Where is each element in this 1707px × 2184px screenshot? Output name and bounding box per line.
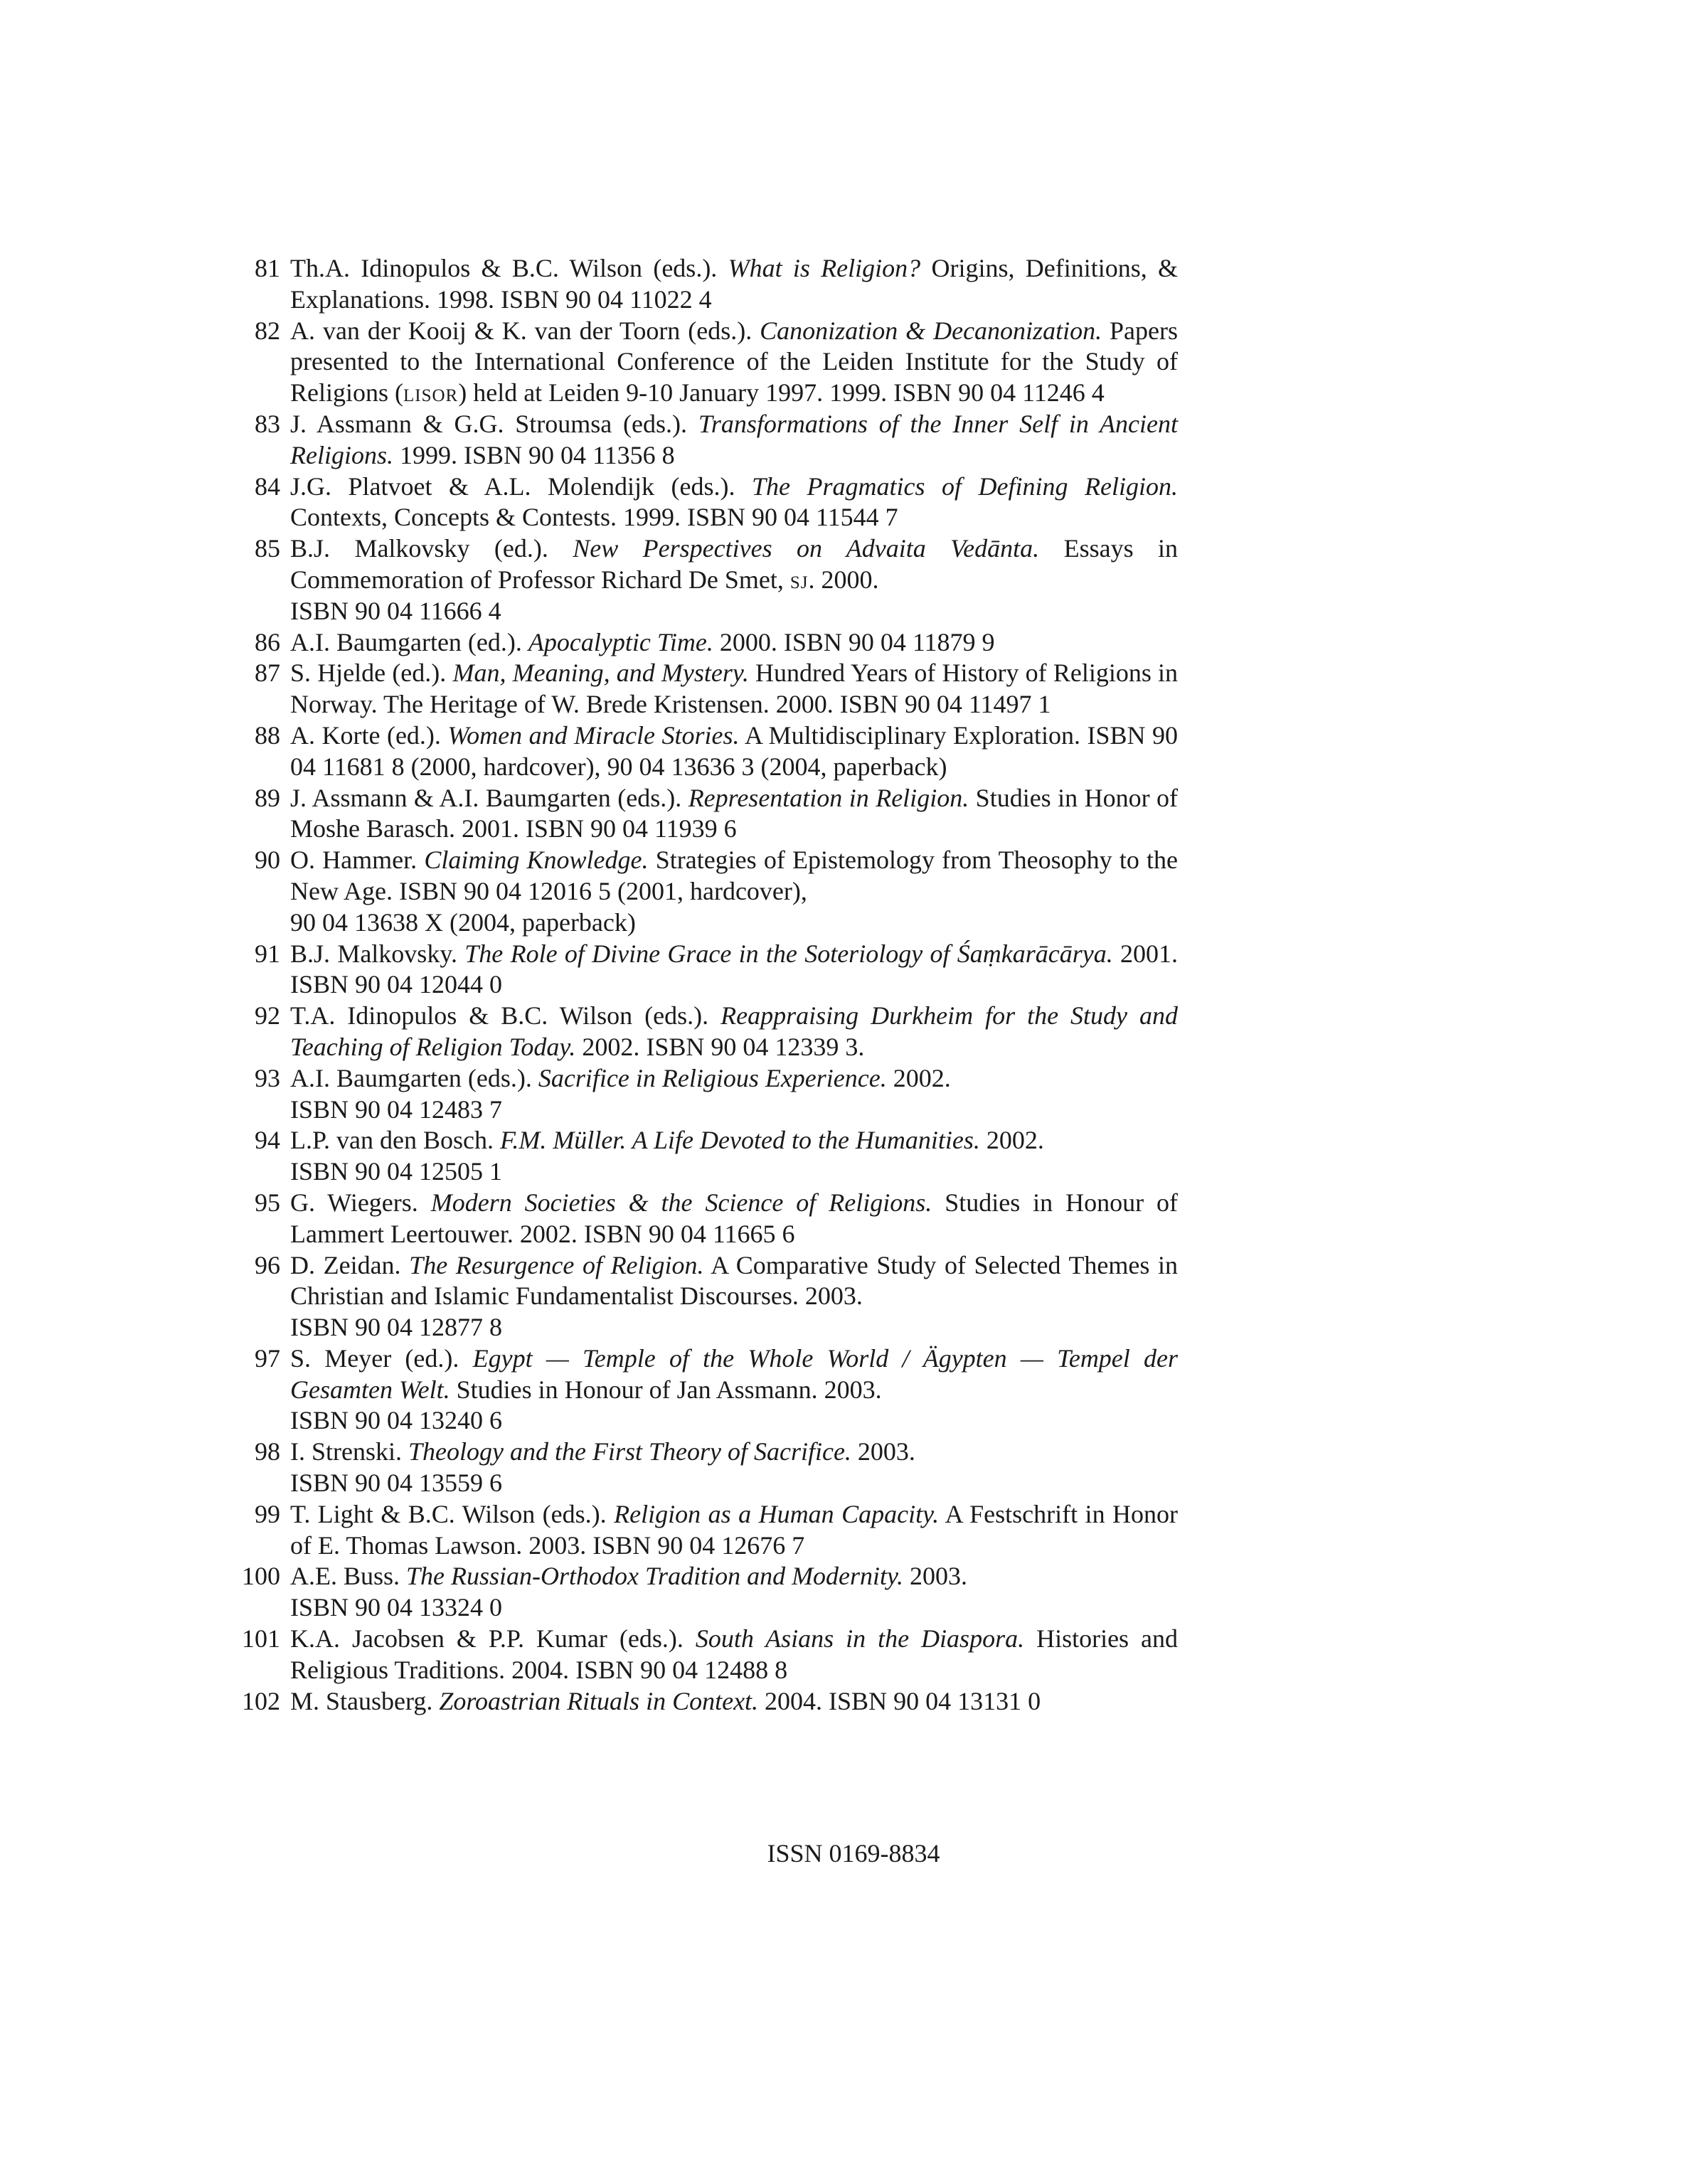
entry-number: 84 bbox=[255, 472, 280, 501]
entry-author: J. Assmann & A.I. Baumgarten (eds.). bbox=[290, 783, 682, 812]
entry-details: 2004. ISBN 90 04 13131 0 bbox=[765, 1686, 1041, 1715]
entry-title: Transformations of the Inner Self in Ancient Religions. bbox=[290, 409, 1179, 469]
entry-number: 102 bbox=[242, 1686, 280, 1715]
entry-details: 2003. bbox=[910, 1562, 968, 1591]
entry-author: J.G. Platvoet & A.L. Molendijk (eds.). bbox=[290, 472, 735, 501]
entry-title: The Role of Divine Grace in the Soteriology of Śaṃkarācārya. bbox=[464, 939, 1113, 968]
entry-title: F.M. Müller. A Life Devoted to the Humanities. bbox=[499, 1126, 980, 1155]
series-list bbox=[232, 253, 1178, 1717]
list-item bbox=[232, 533, 1178, 627]
entry-abbreviation: sj bbox=[789, 565, 809, 594]
list-item bbox=[232, 1125, 1178, 1188]
entry-title: What is Religion? bbox=[728, 254, 921, 282]
entry-title: The Russian-Orthodox Tradition and Modernity. bbox=[406, 1562, 904, 1591]
entry-number: 99 bbox=[255, 1499, 280, 1528]
entry-author: Th.A. Idinopulos & B.C. Wilson (eds.). bbox=[290, 254, 718, 282]
list-item bbox=[232, 1343, 1178, 1437]
entry-number: 89 bbox=[255, 783, 280, 812]
list-item bbox=[232, 1437, 1178, 1499]
entry-number: 88 bbox=[255, 720, 280, 750]
entry-isbn: 90 04 13638 X (2004, paperback) bbox=[290, 907, 636, 937]
entry-author: A.E. Buss. bbox=[290, 1562, 400, 1591]
entry-title: Apocalyptic Time. bbox=[528, 627, 713, 656]
entry-isbn: ISBN 90 04 13240 6 bbox=[290, 1406, 503, 1435]
entry-number: 94 bbox=[255, 1126, 280, 1155]
entry-details: Strategies of Epistemology from Theosophy to the New Age. ISBN 90 04 12016 5 (2001, hardcover), bbox=[290, 846, 1179, 905]
entry-abbreviation: lisor bbox=[403, 378, 459, 407]
entry-number: 97 bbox=[255, 1343, 280, 1373]
entry-number: 87 bbox=[255, 659, 280, 688]
list-item bbox=[232, 658, 1178, 720]
entry-title: Religion as a Human Capacity. bbox=[614, 1499, 940, 1528]
entry-author: B.J. Malkovsky (ed.). bbox=[290, 534, 548, 563]
entry-title: Claiming Knowledge. bbox=[424, 846, 649, 875]
entry-title: New Perspectives on Advaita Vedānta. bbox=[573, 534, 1040, 563]
entry-author: K.A. Jacobsen & P.P. Kumar (eds.). bbox=[290, 1624, 684, 1653]
entry-details: A Festschrift in Honor of E. Thomas Lawson. 2003. ISBN 90 04 12676 7 bbox=[290, 1499, 1179, 1560]
list-item bbox=[232, 1063, 1178, 1126]
list-item bbox=[232, 316, 1178, 409]
entry-author: M. Stausberg. bbox=[290, 1686, 433, 1715]
list-item bbox=[232, 1250, 1178, 1343]
entry-title: The Resurgence of Religion. bbox=[409, 1250, 704, 1279]
entry-number: 98 bbox=[255, 1437, 280, 1466]
entry-author: T. Light & B.C. Wilson (eds.). bbox=[290, 1499, 607, 1528]
entry-details-end: . 2000. bbox=[808, 565, 879, 594]
entry-details: 2001. ISBN 90 04 12044 0 bbox=[290, 939, 1179, 999]
entry-title: The Pragmatics of Defining Religion. bbox=[752, 472, 1178, 501]
entry-title: Sacrifice in Religious Experience. bbox=[538, 1063, 887, 1092]
entry-isbn: ISBN 90 04 12877 8 bbox=[290, 1313, 503, 1342]
list-item bbox=[232, 1686, 1178, 1717]
entry-isbn: ISBN 90 04 12483 7 bbox=[290, 1094, 503, 1124]
list-item bbox=[232, 409, 1178, 472]
entry-author: A.I. Baumgarten (eds.). bbox=[290, 1063, 532, 1092]
list-item bbox=[232, 1561, 1178, 1624]
entry-isbn: ISBN 90 04 13324 0 bbox=[290, 1593, 503, 1622]
entry-number: 100 bbox=[242, 1562, 280, 1591]
entry-number: 85 bbox=[255, 534, 280, 563]
entry-author: G. Wiegers. bbox=[290, 1188, 418, 1217]
entry-details: 2000. ISBN 90 04 11879 9 bbox=[719, 627, 995, 656]
entry-author: A. van der Kooij & K. van der Toorn (eds.). bbox=[290, 316, 753, 345]
entry-isbn: ISBN 90 04 11666 4 bbox=[290, 596, 501, 625]
entry-title: Representation in Religion. bbox=[688, 783, 969, 812]
entry-details: A Comparative Study of Selected Themes in Christian and Islamic Fundamentalist Discourses. 2003. bbox=[290, 1250, 1179, 1311]
list-item bbox=[232, 939, 1178, 1001]
entry-details-end: ) held at Leiden 9-10 January 1997. 1999. ISBN 90 04 11246 4 bbox=[458, 378, 1105, 407]
entry-details: Essays in Commemoration of Professor Richard De Smet, bbox=[290, 534, 1178, 594]
entry-details: 2002. ISBN 90 04 12339 3. bbox=[582, 1032, 865, 1061]
list-item bbox=[232, 253, 1178, 316]
entry-number: 90 bbox=[255, 846, 280, 875]
entry-details: Contexts, Concepts & Contests. 1999. ISBN 90 04 11544 7 bbox=[290, 503, 898, 532]
entry-title: Egypt — Temple of the Whole World / Ägypten — Tempel der Gesamten Welt. bbox=[290, 1343, 1179, 1404]
entry-number: 93 bbox=[255, 1063, 280, 1092]
entry-author: I. Strenski. bbox=[290, 1437, 402, 1466]
entry-details: 1999. ISBN 90 04 11356 8 bbox=[399, 440, 675, 469]
list-item bbox=[232, 1624, 1178, 1686]
list-item bbox=[232, 627, 1178, 659]
entry-isbn: ISBN 90 04 12505 1 bbox=[290, 1157, 503, 1186]
entry-number: 96 bbox=[255, 1250, 280, 1279]
entry-details: Papers presented to the International Conference of the Leiden Institute for the Study of Religions ( bbox=[290, 316, 1179, 407]
entry-title: Reappraising Durkheim for the Study and Teaching of Religion Today. bbox=[290, 1001, 1178, 1061]
entry-number: 83 bbox=[255, 409, 280, 438]
list-item bbox=[232, 472, 1178, 534]
entry-number: 101 bbox=[242, 1624, 280, 1653]
entry-details: Histories and Religious Traditions. 2004. ISBN 90 04 12488 8 bbox=[290, 1624, 1179, 1684]
entry-author: D. Zeidan. bbox=[290, 1250, 401, 1279]
entry-title: Zoroastrian Rituals in Context. bbox=[439, 1686, 759, 1715]
list-item bbox=[232, 720, 1178, 783]
entry-details: 2002. bbox=[893, 1063, 951, 1092]
entry-number: 95 bbox=[255, 1188, 280, 1217]
entry-title: Women and Miracle Stories. bbox=[447, 720, 740, 750]
entry-author: B.J. Malkovsky. bbox=[290, 939, 457, 968]
entry-number: 86 bbox=[255, 627, 280, 656]
entry-author: L.P. van den Bosch. bbox=[290, 1126, 494, 1155]
entry-title: Theology and the First Theory of Sacrifice. bbox=[408, 1437, 851, 1466]
entry-author: O. Hammer. bbox=[290, 846, 418, 875]
entry-isbn: ISBN 90 04 13559 6 bbox=[290, 1469, 503, 1498]
list-item bbox=[232, 1001, 1178, 1063]
entry-number: 91 bbox=[255, 939, 280, 968]
list-item bbox=[232, 845, 1178, 938]
entry-details: 2002. bbox=[986, 1126, 1044, 1155]
entry-number: 81 bbox=[255, 254, 280, 282]
entry-title: Man, Meaning, and Mystery. bbox=[452, 659, 749, 688]
entry-number: 82 bbox=[255, 316, 280, 345]
list-item bbox=[232, 783, 1178, 846]
entry-author: J. Assmann & G.G. Stroumsa (eds.). bbox=[290, 409, 688, 438]
entry-details: Hundred Years of History of Religions in Norway. The Heritage of W. Brede Kristensen. 2000. ISBN 90 04 11497 1 bbox=[290, 659, 1179, 719]
entry-details: Studies in Honour of Jan Assmann. 2003. bbox=[456, 1375, 882, 1404]
entry-author: S. Meyer (ed.). bbox=[290, 1343, 459, 1373]
entry-details: Studies in Honour of Lammert Leertouwer. 2002. ISBN 90 04 11665 6 bbox=[290, 1188, 1179, 1248]
entry-author: T.A. Idinopulos & B.C. Wilson (eds.). bbox=[290, 1001, 709, 1030]
entry-details: A Multidisciplinary Exploration. ISBN 90 04 11681 8 (2000, hardcover), 90 04 13636 3 (2004, paperback) bbox=[290, 720, 1179, 781]
entry-author: A.I. Baumgarten (ed.). bbox=[290, 627, 522, 656]
entry-author: S. Hjelde (ed.). bbox=[290, 659, 447, 688]
entry-title: South Asians in the Diaspora. bbox=[695, 1624, 1025, 1653]
list-item bbox=[232, 1499, 1178, 1562]
entry-details: Studies in Honor of Moshe Barasch. 2001. ISBN 90 04 11939 6 bbox=[290, 783, 1179, 843]
entry-title: Canonization & Decanonization. bbox=[760, 316, 1102, 345]
entry-number: 92 bbox=[255, 1001, 280, 1030]
entry-details: Origins, Definitions, & Explanations. 1998. ISBN 90 04 11022 4 bbox=[290, 254, 1179, 314]
entry-title: Modern Societies & the Science of Religions. bbox=[430, 1188, 932, 1217]
list-item bbox=[232, 1188, 1178, 1250]
issn-footer: ISSN 0169-8834 bbox=[767, 1839, 940, 1868]
entry-details: 2003. bbox=[857, 1437, 915, 1466]
entry-author: A. Korte (ed.). bbox=[290, 720, 441, 750]
